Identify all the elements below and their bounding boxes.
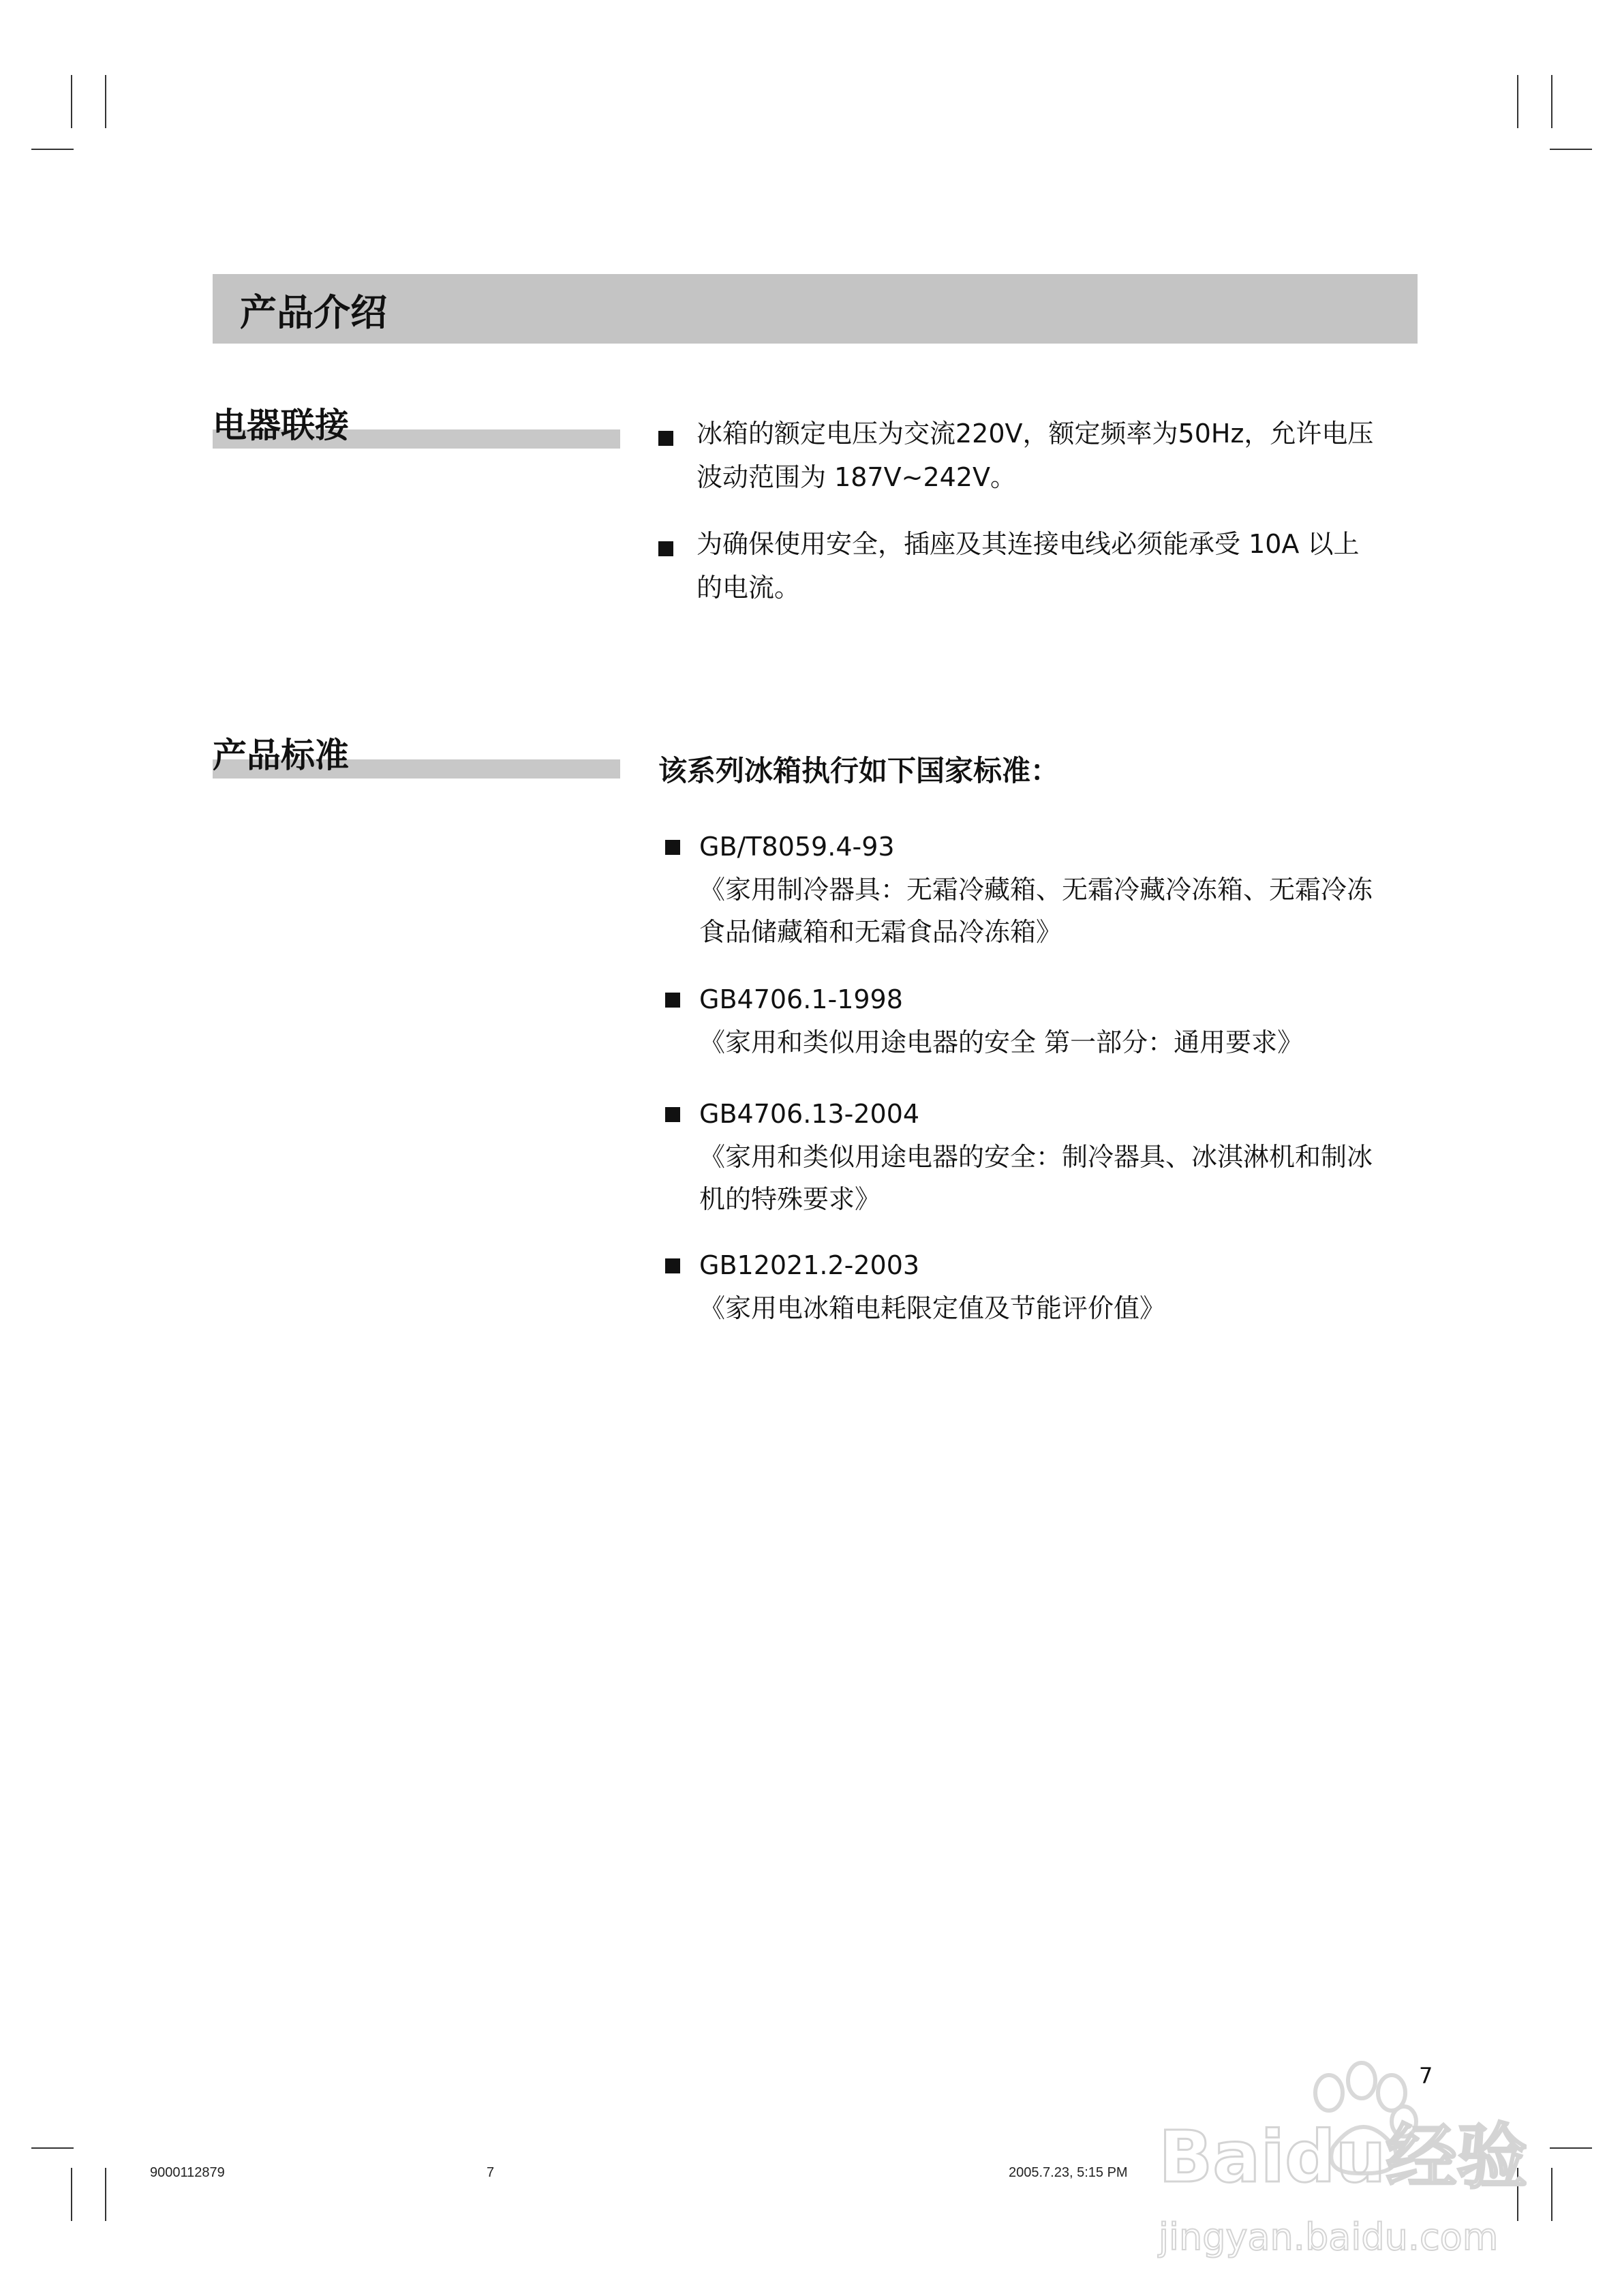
standard-code: GB4706.1-1998 <box>699 984 903 1014</box>
crop-mark <box>71 2168 72 2221</box>
crop-mark <box>1551 2168 1552 2221</box>
crop-mark <box>1517 75 1518 128</box>
baidu-jingyan-watermark <box>1145 2045 1527 2270</box>
bullet-text <box>697 522 1422 609</box>
watermark-brand: Baidu经验 <box>1159 2115 1527 2199</box>
section-heading-label: 电器联接 <box>213 406 349 445</box>
list-item <box>658 412 1422 500</box>
text-line: 机的特殊要求》 <box>699 1184 881 1214</box>
crop-mark <box>31 149 74 150</box>
footer-doc-id: 9000112879 <box>150 2165 225 2180</box>
bullet-square-icon <box>665 840 680 855</box>
crop-mark <box>31 2147 74 2149</box>
text-line: 食品储藏箱和无霜食品冷冻箱》 <box>699 917 1062 947</box>
standard-description <box>699 1287 1422 1329</box>
standard-item <box>658 979 1422 1068</box>
standard-code: GB12021.2-2003 <box>699 1250 920 1280</box>
text-line: 《家用和类似用途电器的安全：制冷器具、冰淇淋机和制冰 <box>699 1142 1373 1172</box>
crop-mark <box>105 2168 106 2221</box>
standard-code: GB4706.13-2004 <box>699 1099 920 1129</box>
standard-description <box>699 1021 1422 1063</box>
watermark-url: jingyan.baidu.com <box>1159 2216 1499 2259</box>
footer-date: 2005.7.23, 5:15 PM <box>1009 2165 1128 2180</box>
bullet-square-icon <box>665 993 680 1008</box>
crop-mark <box>1551 75 1552 128</box>
bullet-square-icon <box>665 1107 680 1122</box>
standard-description <box>699 868 1422 953</box>
section-heading-connection <box>213 405 620 453</box>
paw-logo-icon <box>1145 2045 1527 2270</box>
standard-description <box>699 1136 1422 1220</box>
text-line: 波动范围为 187V~242V。 <box>697 462 1016 492</box>
crop-mark <box>105 75 106 128</box>
page-title-bar <box>213 274 1418 344</box>
text-line: 《家用制冷器具：无霜冷藏箱、无霜冷藏冷冻箱、无霜冷冻 <box>699 875 1373 905</box>
bullet-square-icon <box>658 431 673 446</box>
page-title: 产品介绍 <box>240 291 387 334</box>
page-number: 7 <box>1419 2063 1433 2089</box>
standard-item <box>658 826 1422 956</box>
footer-page: 7 <box>487 2165 495 2180</box>
standard-code: GB/T8059.4-93 <box>699 832 895 862</box>
standard-item <box>658 1093 1422 1223</box>
bullet-square-icon <box>658 541 673 556</box>
text-line: 《家用和类似用途电器的安全 第一部分：通用要求》 <box>699 1027 1304 1057</box>
crop-mark <box>1550 149 1592 150</box>
section-heading-standards <box>213 735 620 783</box>
text-line: 为确保使用安全，插座及其连接电线必须能承受 10A 以上 <box>697 529 1360 559</box>
bullet-text <box>697 412 1422 499</box>
list-item <box>658 522 1422 611</box>
text-line: 的电流。 <box>697 573 801 603</box>
standard-item <box>658 1245 1422 1333</box>
section-heading-label: 产品标准 <box>213 736 349 775</box>
text-line: 冰箱的额定电压为交流220V，额定频率为50Hz，允许电压 <box>697 419 1374 449</box>
crop-mark <box>1550 2147 1592 2149</box>
text-line: 《家用电冰箱电耗限定值及节能评价值》 <box>699 1293 1166 1323</box>
standards-intro: 该系列冰箱执行如下国家标准： <box>658 754 1060 787</box>
bullet-square-icon <box>665 1258 680 1273</box>
crop-mark <box>71 75 72 128</box>
